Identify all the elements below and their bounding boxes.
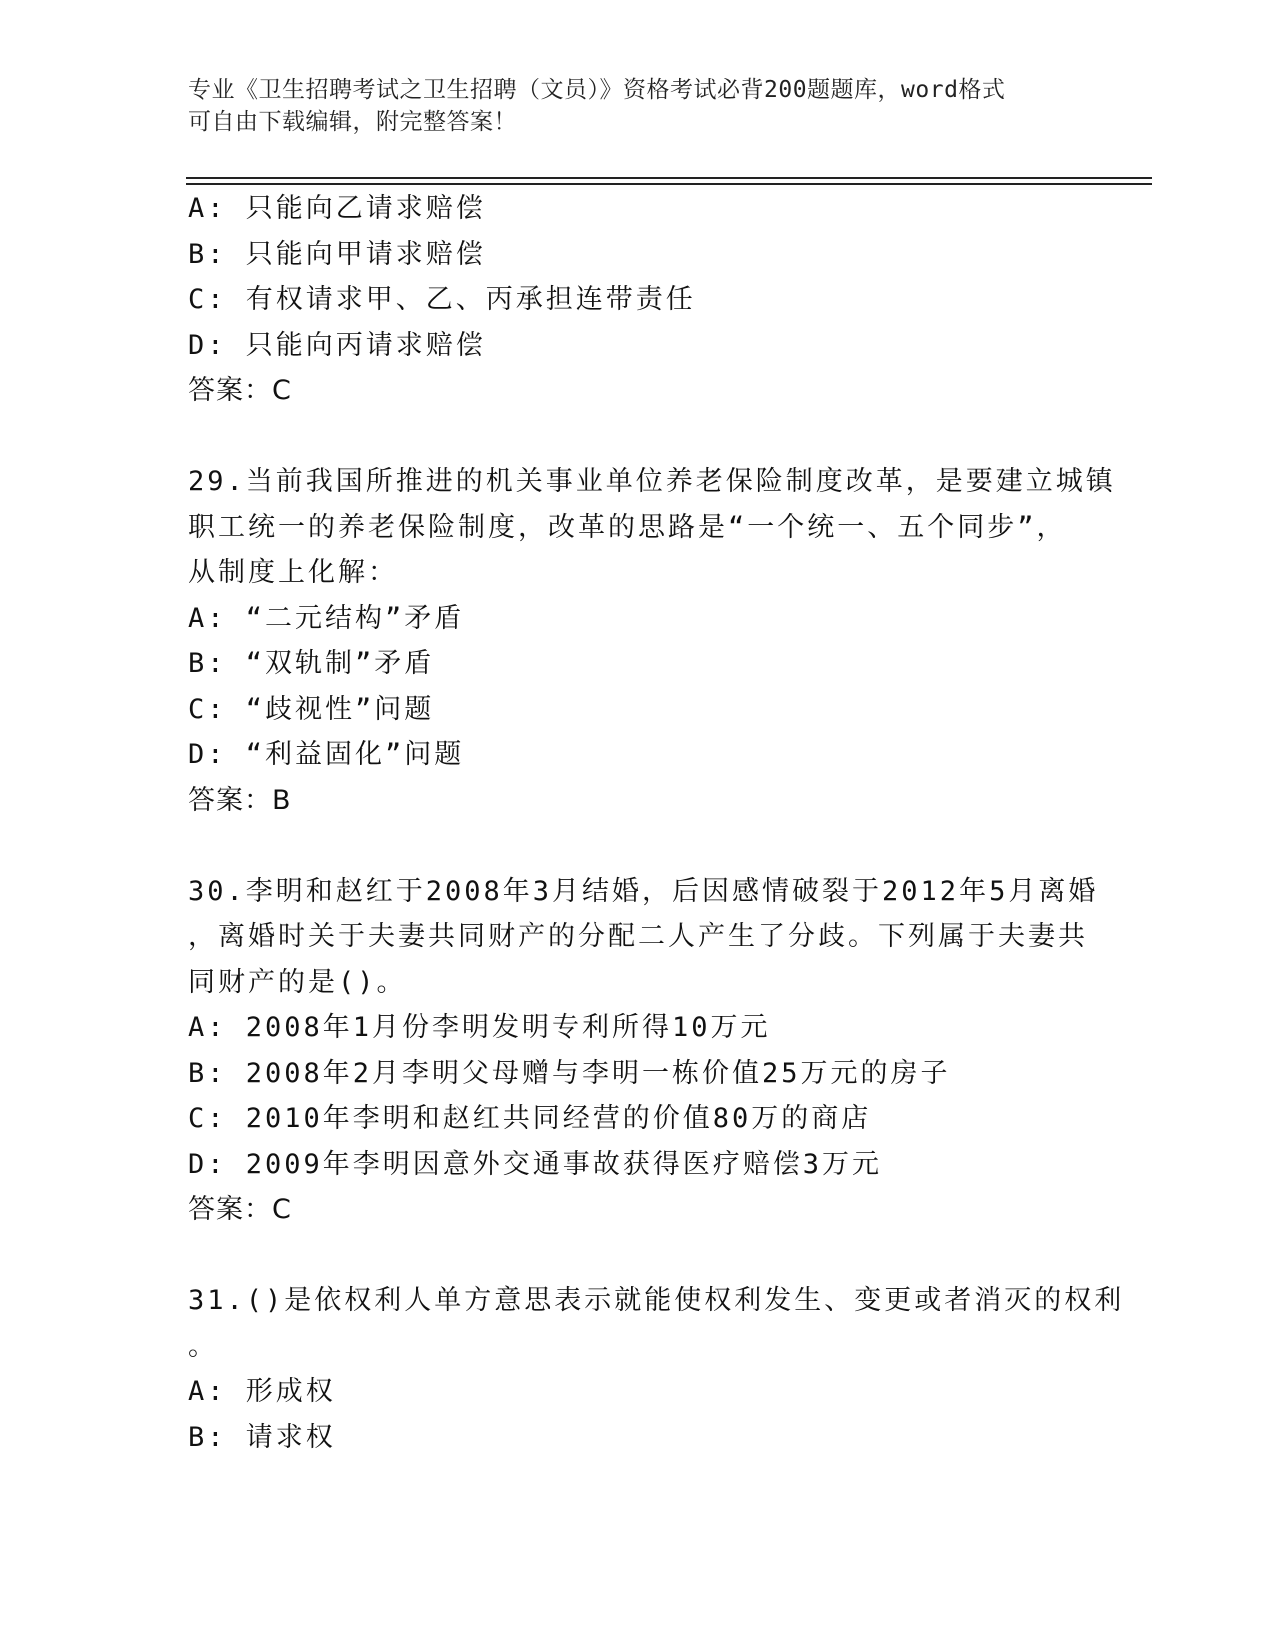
question-28 bbox=[188, 186, 1088, 414]
option-c: C: 2010年李明和赵红共同经营的价值80万的商店 bbox=[188, 1103, 872, 1134]
option-b: B: 请求权 bbox=[188, 1421, 336, 1453]
option-c: C: 有权请求甲、乙、丙承担连带责任 bbox=[188, 284, 696, 315]
document-header bbox=[188, 74, 1068, 138]
spacer bbox=[188, 823, 1088, 869]
question-stem-line: ，离婚时关于夫妻共同财产的分配二人产生了分歧。下列属于夫妻共 bbox=[188, 921, 1088, 952]
option-b: B: “双轨制”矛盾 bbox=[188, 648, 435, 679]
option-d: D: “利益固化”问题 bbox=[188, 739, 465, 770]
option-d: D: 2009年李明因意外交通事故获得医疗赔偿3万元 bbox=[188, 1148, 883, 1180]
option-d: D: 只能向丙请求赔偿 bbox=[188, 329, 486, 361]
option-b: B: 2008年2月李明父母赠与李明一栋价值25万元的房子 bbox=[188, 1057, 951, 1089]
option-a: A: “二元结构”矛盾 bbox=[188, 602, 465, 634]
header-divider-bottom bbox=[186, 183, 1152, 185]
question-stem-line: 31.()是依权利人单方意思表示就能使权利发生、变更或者消灭的权利 bbox=[188, 1285, 1125, 1316]
question-stem-line: 从制度上化解： bbox=[188, 557, 398, 588]
question-29 bbox=[188, 459, 1116, 823]
header-line-2: 可自由下载编辑，附完整答案！ bbox=[188, 109, 517, 135]
question-30 bbox=[188, 869, 1099, 1233]
option-a: A: 形成权 bbox=[188, 1376, 336, 1407]
option-c: C: “歧视性”问题 bbox=[188, 693, 435, 725]
question-stem-line: 。 bbox=[188, 1330, 218, 1362]
option-a: A: 2008年1月份李明发明专利所得10万元 bbox=[188, 1012, 771, 1043]
question-stem-line: 30.李明和赵红于2008年3月结婚，后因感情破裂于2012年5月离婚 bbox=[188, 875, 1099, 907]
question-stem-line: 同财产的是()。 bbox=[188, 966, 407, 998]
spacer bbox=[188, 1233, 1088, 1279]
option-a: A: 只能向乙请求赔偿 bbox=[188, 193, 486, 224]
question-stem-line: 29.当前我国所推进的机关事业单位养老保险制度改革，是要建立城镇 bbox=[188, 466, 1116, 497]
header-divider-top bbox=[186, 177, 1152, 179]
option-b: B: 只能向甲请求赔偿 bbox=[188, 238, 486, 270]
answer: 答案：B bbox=[188, 784, 292, 816]
header-line-1: 专业《卫生招聘考试之卫生招聘（文员）》资格考试必背200题题库，word格式 bbox=[188, 77, 1006, 103]
question-content bbox=[188, 186, 1125, 1460]
question-stem-line: 职工统一的养老保险制度，改革的思路是“一个统一、五个同步”， bbox=[188, 511, 1067, 543]
spacer bbox=[188, 414, 1088, 460]
answer: 答案：C bbox=[188, 375, 292, 406]
question-31 bbox=[188, 1278, 1125, 1460]
answer: 答案：C bbox=[188, 1194, 292, 1225]
